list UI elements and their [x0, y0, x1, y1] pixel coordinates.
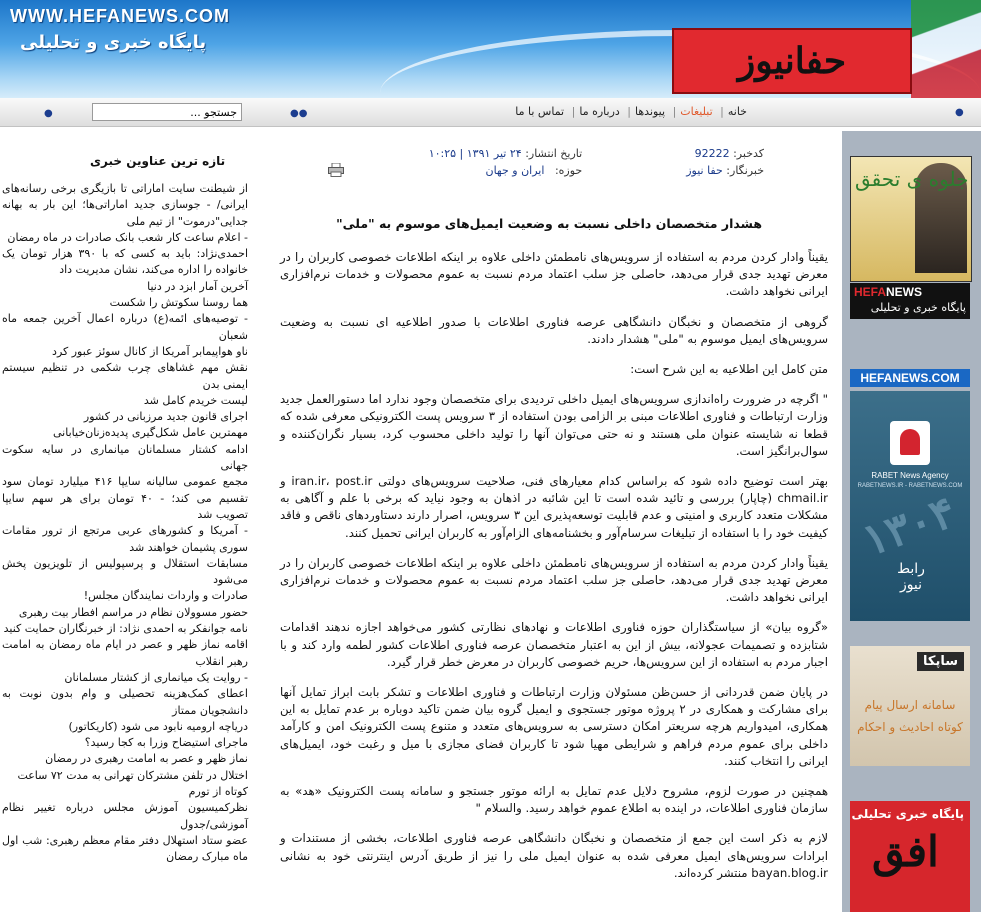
- news-link[interactable]: دریاچه ارومیه نابود می شود (کاریکاتور): [68, 719, 248, 733]
- site-header: [0, 0, 981, 98]
- banner-ofogh-title: پایگاه خبری تحلیلی: [851, 807, 964, 821]
- news-link[interactable]: - توصیه‌های ائمه(ع) درباره اعمال آخرین جمعه ماه شعبان: [2, 312, 248, 342]
- section-label: حوزه:: [554, 164, 583, 177]
- banner-ofogh-logo: افق: [872, 827, 939, 876]
- banner-ofogh[interactable]: [850, 801, 970, 912]
- banner-rabet-agency: RABET News Agency: [871, 471, 949, 480]
- article-paragraph: یقیناً وادار کردن مردم به استفاده از سرویس‌های نامطمئن داخلی علاوه بر اینکه اطلاعات خصوصی کاربران را در معرض تهدید جدی قرار می‌دهد، حاصلی جز سلب اعتماد مردم نسبت به عموم محصولات و خدمات نرم‌افزاری ایرانی نخواهد داشت.: [280, 555, 828, 605]
- article-main: [262, 131, 842, 912]
- banner-hefanews-url[interactable]: HEFANEWS.COM: [850, 369, 970, 387]
- news-link[interactable]: اعطای کمک‌هزینه تحصیلی و وام بدون نوبت به دانشجویان ممتاز: [2, 687, 248, 717]
- news-link[interactable]: صادرات و واردات نمایندگان مجلس!: [83, 589, 248, 603]
- banner-rabet-stamp: رابط نیوز: [897, 561, 925, 593]
- news-link[interactable]: اجرای قانون جدید مرزبانی در کشور: [83, 410, 248, 424]
- banner-calligraphy: جلوه ی تحقق: [855, 167, 969, 191]
- site-tagline: پایگاه خبری و تحلیلی: [20, 32, 207, 53]
- nav-item-about[interactable]: درباره ما: [579, 105, 620, 118]
- news-link[interactable]: احمدی‌نژاد: باید به کسی که با ۳۹۰ هزار تومان یک خانواده را اداره می‌کند، نشان مدیریت داد: [2, 247, 249, 277]
- search-input[interactable]: جستجو ...: [92, 103, 242, 121]
- bullet-icon: ●●: [290, 108, 308, 119]
- latest-news-title: تازه ترین عناوین خبری: [90, 154, 226, 168]
- news-link[interactable]: نقش مهم غشاهای چرب شکمی در تنظیم سیستم ایمنی بدن: [2, 361, 248, 391]
- nav-item-home[interactable]: خانه: [727, 105, 747, 118]
- article-title: هشدار متخصصان داخلی نسبت به وضعیت ایمیل‌های موسوم به "ملی": [336, 216, 762, 231]
- banner-sapka-brand: ساپکا: [917, 652, 964, 671]
- banner-rabet-sub: RABETNEWS.IR - RABETNEWS.COM: [857, 483, 963, 489]
- banner-hefanews-tagline: پایگاه خبری و تحلیلی: [870, 301, 966, 314]
- news-link[interactable]: اختلال در تلفن مشترکان تهرانی به مدت ۷۲ ساعت: [17, 768, 248, 782]
- iran-flag-decoration: [911, 0, 981, 98]
- news-code-label: کدخبر:: [733, 147, 764, 160]
- site-logo[interactable]: حفانیوز: [672, 28, 912, 94]
- news-link[interactable]: نماز ظهر و عصر به امامت رهبری در رمضان: [45, 752, 248, 766]
- article-paragraph: در پایان ضمن قدردانی از حسن‌ظن مسئولان وزارت ارتباطات و فناوری اطلاعات و تشکر بابت ابراز تمایل آنها برای مشارکت و همکاری در ۲ پروژه موتور جستجوی و ایمیل گروه بیان ضمن تاکید دوباره بر عدم تمایل به این همکاری، امیدواریم هرچه سریعتر امکان دسترسی به سرویس‌های متعدد و متنوع پست الکترونیک امن و کارآمد داخلی برای عموم مردم فراهم و شرایطی مهیا شود تا کاربران فضای مجازی با میل و رغبت خود، ایمیل‌های ایرانی را انتخاب کنند.: [280, 685, 828, 768]
- banner-sidebar: [842, 131, 981, 912]
- news-link[interactable]: - روایت یک میانماری از کشتار مسلمانان: [64, 670, 248, 684]
- banner-hefanews[interactable]: [850, 283, 970, 319]
- section-value: ایران و جهان: [485, 164, 545, 177]
- emblem-icon: [890, 421, 930, 465]
- banner-leader[interactable]: [850, 156, 972, 282]
- article-paragraph: گروهی از متخصصان و نخبگان دانشگاهی عرصه فناوری اطلاعات با صدور اطلاعیه ای نسبت به وضعیت سرویس‌های ایمیل موسوم به "ملی" هشدار دادند.: [280, 314, 828, 346]
- article-body: [280, 249, 828, 895]
- publish-date-label: تاریخ انتشار:: [525, 147, 583, 160]
- news-link[interactable]: حضور مسوولان نظام در مراسم افطار بیت رهبری: [18, 605, 248, 619]
- bullet-icon: ●: [44, 108, 53, 119]
- news-link[interactable]: لیست خریدم کامل شد: [143, 393, 248, 407]
- nav-item-links[interactable]: پیوندها: [635, 105, 666, 118]
- news-link[interactable]: اقامه نماز ظهر و عصر در ایام ماه رمضان به امامت رهبر انقلاب: [2, 638, 248, 668]
- news-link[interactable]: ادامه کشتار مسلمانان میانماری در سایه سکوت جهانی: [2, 442, 248, 473]
- article-paragraph: «گروه بیان» از سیاستگذاران حوزه فناوری اطلاعات و نهادهای نظارتی کشور می‌خواهد اجازه ندهند اقدامات شتابزده و تصمیمات عجولانه، بیش از این به اعتبار متخصصان عرصه فناوری اطلاعات کشور لطمه وارد کند و با اجبار مردم به استفاده از این سرویس‌ها، حریم خصوصی کاربران در معرض خطر قرار گیرد.: [280, 620, 828, 669]
- reporter-value: حفا نیوز: [686, 164, 723, 177]
- news-link[interactable]: مسابقات استقلال و پرسپولیس از تلویزیون پخش می‌شود: [2, 556, 248, 587]
- news-link[interactable]: - اعلام ساعت کار شعب بانک صادرات در ماه رمضان: [7, 230, 248, 244]
- article-meta: [421, 145, 768, 179]
- article-paragraph: همچنین در صورت لزوم، مشروح دلایل عدم تمایل به ارائه موتور جستجو و سامانه پست الکترونیک «هد» به سازمان فناوری اطلاعات، در اینده به اطلاع عموم خواهد رسید. والسلام ": [280, 784, 828, 816]
- news-link[interactable]: عضو ستاد استهلال دفتر مقام معظم رهبری: شب اول ماه مبارک رمضان: [2, 833, 248, 864]
- banner-sapka[interactable]: [850, 646, 970, 766]
- nav-links: خانه| تبلیغات| پیوندها| درباره ما| تماس با ما: [515, 105, 747, 118]
- news-link[interactable]: مجمع عمومی سالیانه سایپا ۴۱۶ میلیارد تومان سود تقسیم می کند؛ - ۴۰ تومان برای هر سهم سایپا تصویب شد: [2, 475, 249, 521]
- news-link[interactable]: - آمریکا و کشورهای عربی مرتجع از ترور مقامات سوری پشیمان خواهند شد: [2, 524, 248, 554]
- news-link[interactable]: ماجرای استیضاح وزرا به کجا رسید؟: [84, 736, 248, 750]
- article-paragraph: " اگرچه در ضرورت راه‌اندازی سرویس‌های ایمیل داخلی تردیدی برای متخصصان وجود ندارد اما دستورالعمل جدید وزارت ارتباطات و فناوری اطلاعات مبنی بر الزامی بودن استفاده از ۳ سرویس پست الکترونیکی معرفی شده که قطعا نه شایسته عنوان ملی هستند و نه حتی می‌توان آنها را تولید داخلی محسوب کرد، بسیار نگران‌کننده و سوال‌برانگیز است.: [280, 392, 829, 458]
- print-icon[interactable]: [328, 163, 344, 177]
- banner-rabet-news[interactable]: [850, 391, 970, 621]
- news-link[interactable]: ناو هواپیمابر آمریکا از کانال سوئز عبور کرد: [52, 344, 248, 358]
- latest-news-sidebar: [0, 131, 258, 912]
- news-link[interactable]: هما روسنا سکوتش را شکست: [109, 296, 248, 310]
- article-paragraph: متن کامل این اطلاعیه به این شرح است:: [630, 362, 828, 377]
- nav-item-ads[interactable]: تبلیغات: [680, 105, 713, 118]
- news-link[interactable]: نظرکمیسیون آموزش مجلس درباره تغییر نظام آموزشی/جدول: [2, 801, 248, 831]
- latest-news-list: [2, 181, 248, 865]
- nav-item-contact[interactable]: تماس با ما: [515, 105, 565, 118]
- news-link[interactable]: مهمترین عامل شکل‌گیری پدیده‌زنان‌خیابانی: [53, 426, 248, 440]
- site-url[interactable]: WWW.HEFANEWS.COM: [10, 6, 230, 26]
- news-link[interactable]: آخرین آمار ابزد در دنیا: [147, 279, 248, 293]
- banner-sapka-text: سامانه ارسال پیام کوتاه احادیث و احکام: [857, 698, 963, 734]
- reporter-label: خبرنگار:: [726, 164, 764, 177]
- news-code-value: 92222: [694, 147, 730, 160]
- publish-date-value: ۲۴ تیر ۱۳۹۱ | ۱۰:۲۵: [428, 147, 522, 160]
- article-paragraph: لازم به ذکر است این جمع از متخصصان و نخبگان دانشگاهی عرصه فناوری اطلاعات، بخشی از مستندات و ابرادات سرویس‌های ایمیل معرفی شده به عنوان ایمیل ملی را نیز از طریق آدرس اینترنتی خود به نشانی bayan.blog.ir منتشر کرده‌اند.: [280, 831, 828, 880]
- banner-hefanews-brand: HEFANEWS: [854, 285, 923, 299]
- banner-rabet-graphic: ۱۳۰۴: [856, 487, 963, 566]
- article-paragraph: بهتر است توضیح داده شود که براساس کدام معیارهای فنی، صلاحیت سرویس‌های دولتی iran.ir، post.ir و chmail.ir (چاپار) بررسی و تائید شده است تا این شائبه در اذهان به وجود نیاید که برخی با علم و آگاهی به مشکلات متعدد کاربری و امنیتی و عدم قابلیت توسعه‌پذیری این ۳ سرویس، اصرار دارند دستاوردهای ناقص و فاقد کیفیت خود را با استفاده از تبلیغات سرسام‌آور و بخشنامه‌های الزام‌آور به کاربران ایرانی تحمیل کنند.: [280, 474, 829, 540]
- news-link[interactable]: نامه جوانفکر به احمدی نژاد: از خبرنگاران حمایت کنید: [3, 622, 248, 636]
- news-link[interactable]: از شیطنت سایت اماراتی تا بازیگری برخی رسانه‌های ایرانی/ - جوسازی جدید اماراتی‌ها؛ این بار به بهانه جدایی"درموت" از تیم ملی: [2, 182, 248, 228]
- article-paragraph: یقیناً وادار کردن مردم به استفاده از سرویس‌های نامطمئن داخلی علاوه بر اینکه اطلاعات خصوصی کاربران را در معرض تهدید جدی قرار می‌دهد، حاصلی جز سلب اعتماد مردم نسبت به عموم محصولات و خدمات نرم‌افزاری ایرانی نخواهد داشت.: [280, 250, 828, 299]
- news-link[interactable]: کوتاه از تورم: [188, 784, 248, 798]
- bullet-icon: ●: [955, 107, 964, 118]
